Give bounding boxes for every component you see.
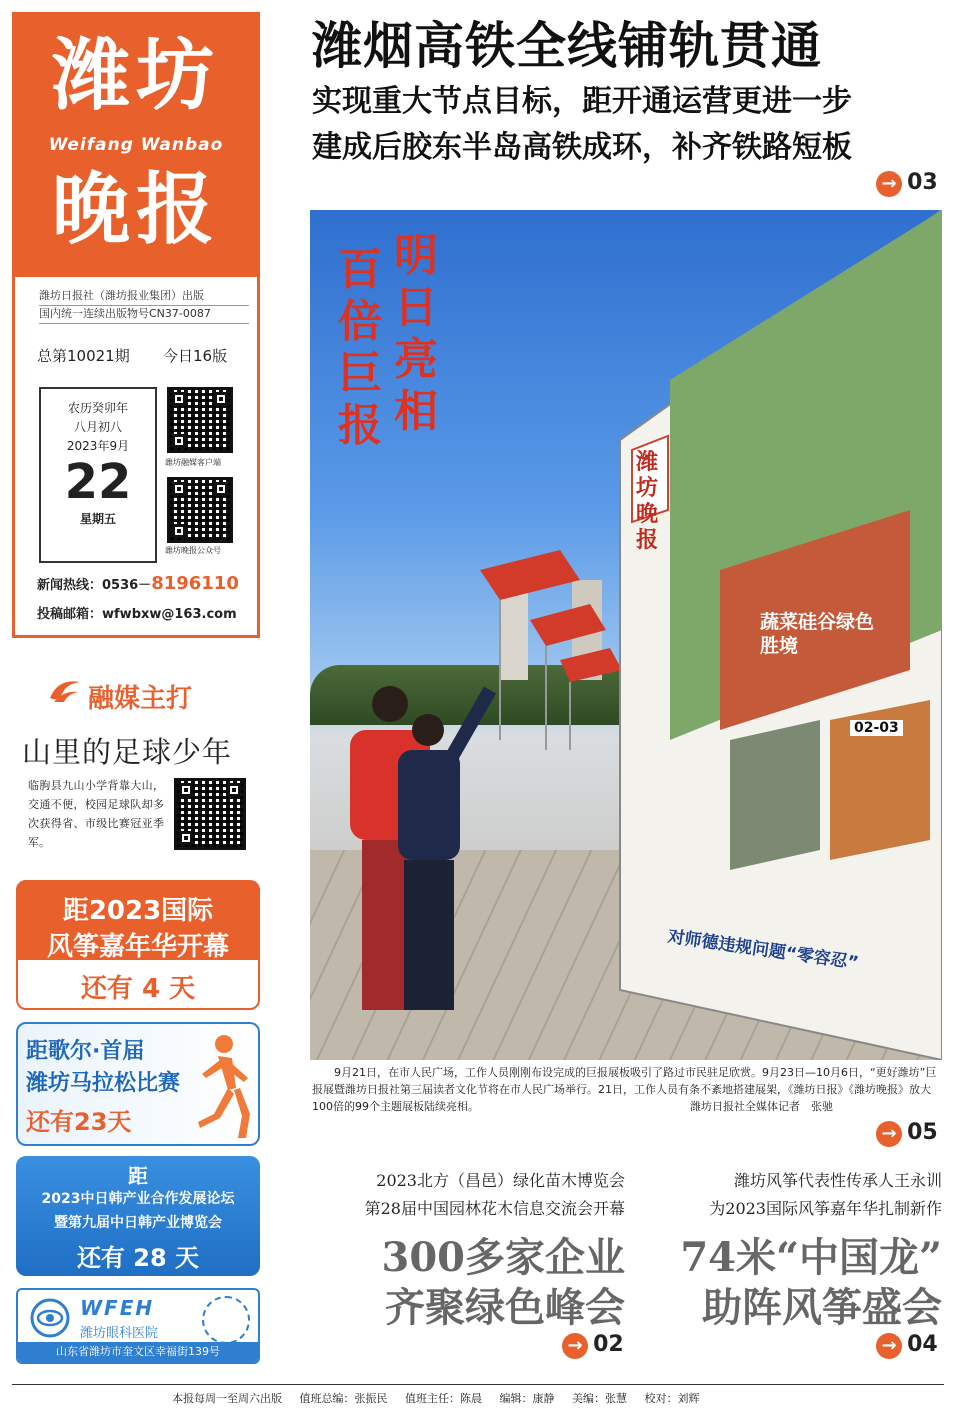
kite-countdown-days: 还有 4 天 [80, 974, 196, 1004]
qr-code-app-caption: 潍坊融媒客户端 [165, 458, 221, 467]
rongmei-title[interactable]: 山里的足球少年 [22, 735, 233, 769]
photo-caption: 9月21日，在市人民广场，工作人员刚刚布设完成的巨报展板吸引了路过市民驻足欣赏。9月23日—10月6日，“更好潍坊”巨报展暨潍坊日报社第三届读者文化节将在市人民广场举行。21日，工作人员有条不紊地搭建展架，《潍坊日报》《潍坊晚报》放大100倍的99个主题展板陆续亮相。 [312, 1066, 937, 1113]
rongmei-brand: 融媒主打 [88, 684, 193, 714]
footer-chief-editor: 值班总编：张振民 [299, 1392, 388, 1405]
hotline-number[interactable]: 8196110 [151, 573, 239, 594]
rongmei-logo-icon [48, 676, 82, 706]
photo-page-link[interactable] [876, 1120, 938, 1147]
footer-art-editor: 美编：张慧 [572, 1392, 627, 1405]
story-right-title-2[interactable]: 助阵风筝盛会 [702, 1284, 942, 1331]
issue-number: 总第10021期 [37, 347, 130, 365]
rongmei-description: 临朐县九山小学背靠大山，交通不便，校园足球队却多次获得省、市级比赛冠亚季军。 [28, 779, 164, 849]
countdown-marathon[interactable] [16, 1022, 260, 1146]
arrow-right-icon: → [876, 1333, 902, 1359]
lead-page-link[interactable] [876, 170, 938, 197]
footer-rule [12, 1384, 944, 1385]
publisher-line1: 潍坊日报社（潍坊报业集团）出版 [39, 287, 249, 306]
story-right-page-link[interactable] [876, 1332, 938, 1359]
weekday: 星期五 [79, 512, 116, 526]
marathon-countdown-days: 还有23天 [26, 1108, 132, 1136]
masthead-name-top: 潍坊 [51, 30, 220, 121]
story-left-page-link[interactable] [562, 1332, 624, 1359]
qr-code-wechat[interactable] [167, 477, 233, 543]
hospital-name: 潍坊眼科医院 [80, 1326, 159, 1341]
masthead [12, 12, 260, 638]
story-left-title-1[interactable]: 300多家企业 [381, 1234, 625, 1281]
story-right-kicker-1: 潍坊风筝代表性传承人王永训 [733, 1171, 942, 1190]
lead-page-number: 03 [907, 170, 938, 195]
countdown-kite-festival[interactable] [16, 880, 260, 1010]
marathon-countdown-line1: 距歌尔·首届 [26, 1039, 145, 1064]
lunar-date: 八月初八 [73, 420, 122, 434]
footer-credits [172, 1390, 714, 1406]
masthead-banner [15, 15, 257, 277]
arrow-right-icon: → [562, 1333, 588, 1359]
lead-headline[interactable]: 潍烟高铁全线铺轨贯通 [312, 16, 822, 75]
story-left-page-number: 02 [593, 1332, 624, 1357]
board-page-link: 02-03 [850, 720, 903, 736]
hospital-logo-text: WFEH [80, 1296, 155, 1320]
board-bottom-headline: 对师德违规问题“零容忍” [666, 926, 860, 974]
qr-code-rongmei[interactable] [174, 778, 246, 850]
forum-countdown-days: 还有 28 天 [76, 1244, 200, 1272]
email-address[interactable]: wfwbxw@163.com [102, 607, 237, 622]
visitors [310, 670, 510, 1030]
photo-credit: 潍坊日报社全媒体记者 张驰 [690, 1100, 833, 1113]
masthead-pinyin: Weifang Wanbao [48, 135, 224, 155]
footer-duty-director: 值班主任：陈晨 [405, 1392, 482, 1405]
forum-countdown-line2: 暨第九届中日韩产业博览会 [54, 1215, 222, 1231]
main-photo[interactable] [310, 210, 942, 1060]
story-left-title-2[interactable]: 齐聚绿色峰会 [385, 1284, 625, 1331]
photo-page-number: 05 [907, 1120, 938, 1145]
board-masthead: 潍坊晚报 [636, 450, 659, 553]
story-right-kicker-2: 为2023国际风筝嘉年华扎制新作 [709, 1199, 942, 1218]
eye-icon [28, 1298, 72, 1338]
footer-schedule: 本报每周一至周六出版 [172, 1392, 282, 1405]
publisher-line2: 国内统一连续出版物号CN37-0087 [39, 305, 249, 324]
day-number: 22 [64, 454, 132, 510]
story-left-kicker-1: 2023北方（昌邑）绿化苗木博览会 [376, 1171, 625, 1190]
qr-code-app[interactable] [167, 387, 233, 453]
hotline-label: 新闻热线：0536－ [37, 578, 152, 593]
lead-subhead-2: 建成后胶东半岛高铁成环，补齐铁路短板 [312, 130, 852, 165]
arrow-right-icon: → [876, 1121, 902, 1147]
countdown-expo-forum[interactable] [16, 1156, 260, 1276]
marathon-countdown-line2: 潍坊马拉松比赛 [26, 1071, 181, 1096]
masthead-name-bottom: 晚报 [51, 164, 220, 255]
submission-email [37, 603, 237, 622]
forum-countdown-prefix: 距 [128, 1164, 148, 1188]
email-label: 投稿邮箱： [37, 607, 103, 622]
story-left-kicker-2: 第28届中国园林花木信息交流会开幕 [364, 1199, 625, 1218]
qr-code-wechat-caption: 潍坊晚报公众号 [165, 546, 221, 555]
hospital-ad[interactable] [16, 1288, 260, 1364]
page-count: 今日16版 [163, 347, 228, 365]
forum-countdown-line1: 2023中日韩产业合作发展论坛 [41, 1191, 235, 1207]
lunar-year: 农历癸卯年 [67, 401, 128, 415]
board-headline: 蔬菜硅谷绿色胜境 [760, 611, 875, 657]
news-hotline [37, 573, 239, 594]
kite-countdown-line2: 风筝嘉年华开幕 [46, 932, 229, 962]
arrow-right-icon: → [876, 171, 902, 197]
photo-overlay-col1: 明日亮相 [394, 230, 438, 437]
year-month: 2023年9月 [66, 439, 130, 453]
hospital-seal-icon [202, 1296, 250, 1344]
kite-countdown-line1: 距2023国际 [62, 896, 214, 926]
story-right-title-1[interactable]: 74米“中国龙” [680, 1234, 942, 1281]
runner-icon [184, 1032, 254, 1142]
footer-editor: 编辑：康静 [499, 1392, 555, 1405]
hospital-address: 山东省潍坊市奎文区幸福街139号 [18, 1342, 258, 1362]
story-right-page-number: 04 [907, 1332, 938, 1357]
footer-proofreader: 校对：刘辉 [644, 1392, 700, 1405]
date-box [39, 387, 157, 563]
photo-overlay-col2: 百倍巨报 [338, 244, 382, 451]
lead-subhead-1: 实现重大节点目标，距开通运营更进一步 [312, 84, 852, 119]
